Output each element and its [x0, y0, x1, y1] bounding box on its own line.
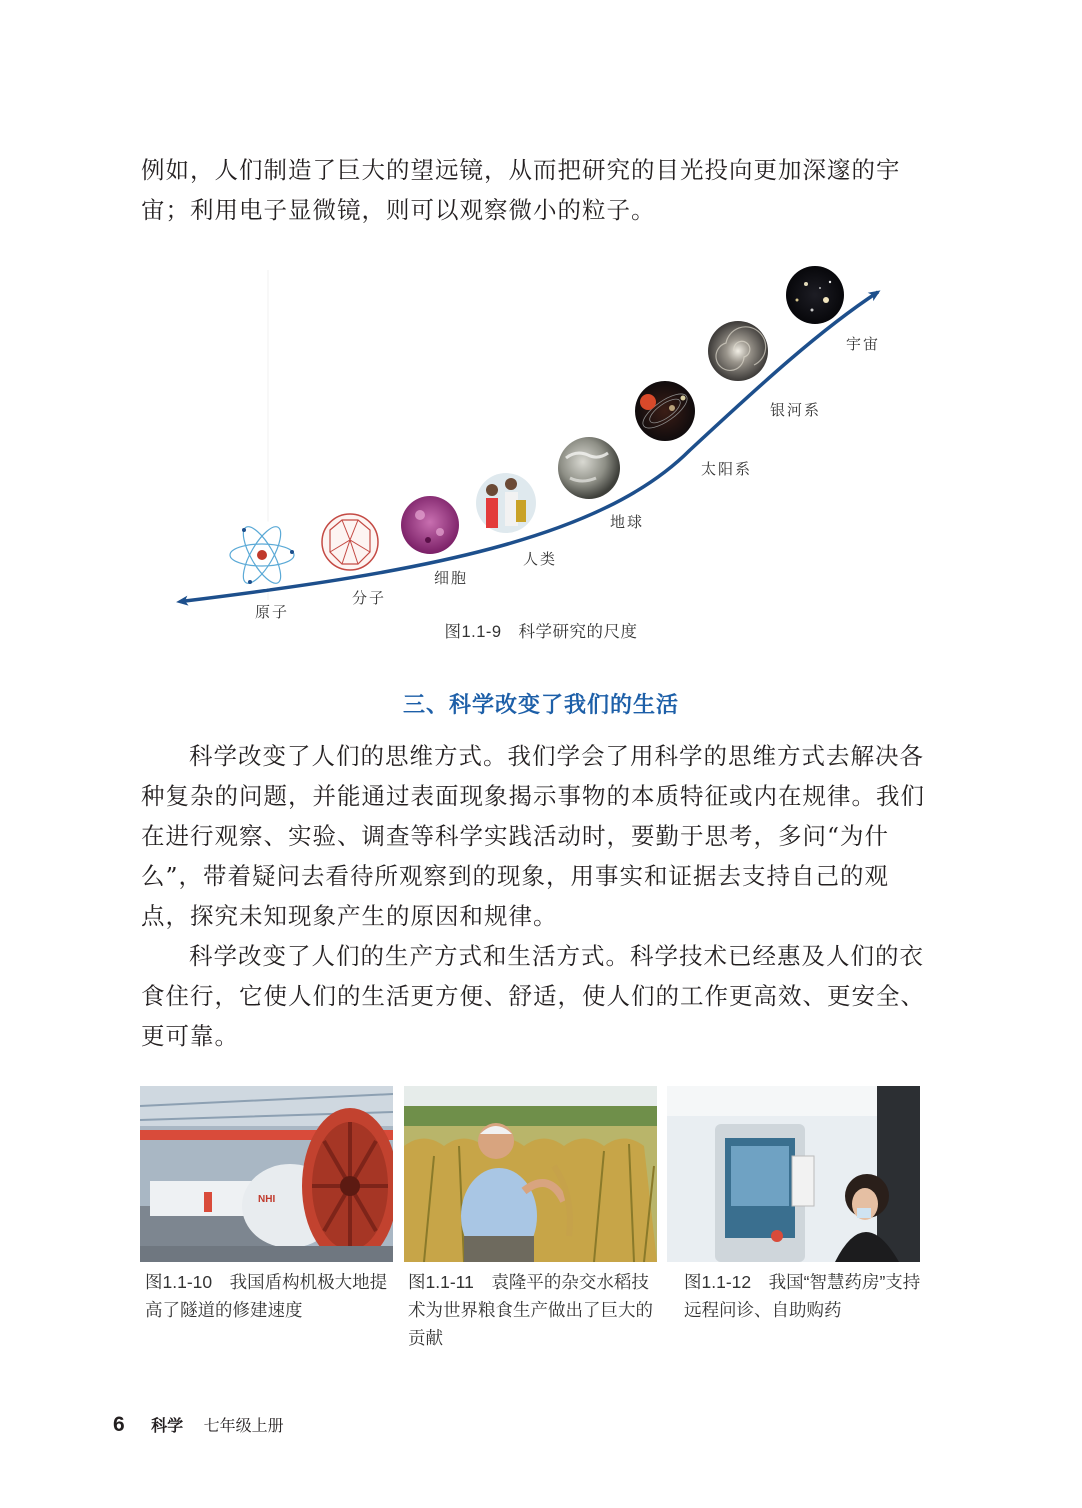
label-atom: 原子: [255, 603, 290, 621]
figure-10-caption: 图1.1-10 我国盾构机极大地提高了隧道的修建速度: [145, 1272, 388, 1320]
universe-icon: [786, 266, 844, 324]
galaxy-icon: [708, 321, 768, 381]
figure-9-caption: 图1.1-9 科学研究的尺度: [444, 623, 638, 641]
label-galaxy: 银河系: [770, 401, 822, 419]
label-molecule: 分子: [352, 589, 387, 607]
label-earth: 地球: [610, 513, 645, 531]
book-volume: 七年级上册: [203, 1418, 284, 1435]
molecule-icon: [322, 514, 378, 570]
page-number: 6: [113, 1413, 125, 1436]
shield-machine-logo-text: NHI: [258, 1194, 276, 1205]
rice-field-photo: [404, 1086, 657, 1262]
label-human: 人类: [523, 550, 558, 568]
figure-12-caption: 图1.1-12 我国“智慧药房”支持远程问诊、自助购药: [684, 1272, 921, 1320]
label-cell: 细胞: [434, 569, 469, 587]
label-universe: 宇宙: [846, 335, 881, 353]
cell-icon: [401, 496, 459, 554]
paragraph-thinking: 科学改变了人们的思维方式。我们学会了用科学的思维方式去解决各种复杂的问题，并能通过表面现象揭示事物的本质特征或内在规律。我们在进行观察、实验、调查等科学实践活动时，要勤于思考，多问“为什么”，带着疑问去看待所观察到的现象，用事实和证据去支持自己的观点，探究未知现象产生的原因和规律。: [141, 742, 925, 930]
atom-icon: [228, 521, 296, 589]
label-solar-system: 太阳系: [701, 460, 753, 478]
paragraph-lifestyle: 科学改变了人们的生产方式和生活方式。科学技术已经惠及人们的衣食住行，它使人们的生活更方便、舒适，使人们的工作更高效、更安全、更可靠。: [141, 942, 925, 1050]
page-footer: [113, 1413, 284, 1437]
solar-system-icon: [635, 381, 695, 441]
book-title: 科学: [151, 1418, 184, 1435]
section-heading: 三、科学改变了我们的生活: [402, 693, 679, 718]
smart-pharmacy-photo: [667, 1086, 920, 1262]
figure-11-caption: 图1.1-11 袁隆平的杂交水稻技术为世界粮食生产做出了巨大的贡献: [408, 1272, 653, 1348]
earth-icon: [558, 437, 620, 499]
shield-machine-photo: [140, 1086, 393, 1262]
scale-diagram: [0, 0, 1082, 660]
intro-paragraph: 例如，人们制造了巨大的望远镜，从而把研究的目光投向更加深邃的宇宙；利用电子显微镜，则可以观察微小的粒子。: [141, 156, 901, 224]
human-photo-icon: [476, 473, 536, 533]
